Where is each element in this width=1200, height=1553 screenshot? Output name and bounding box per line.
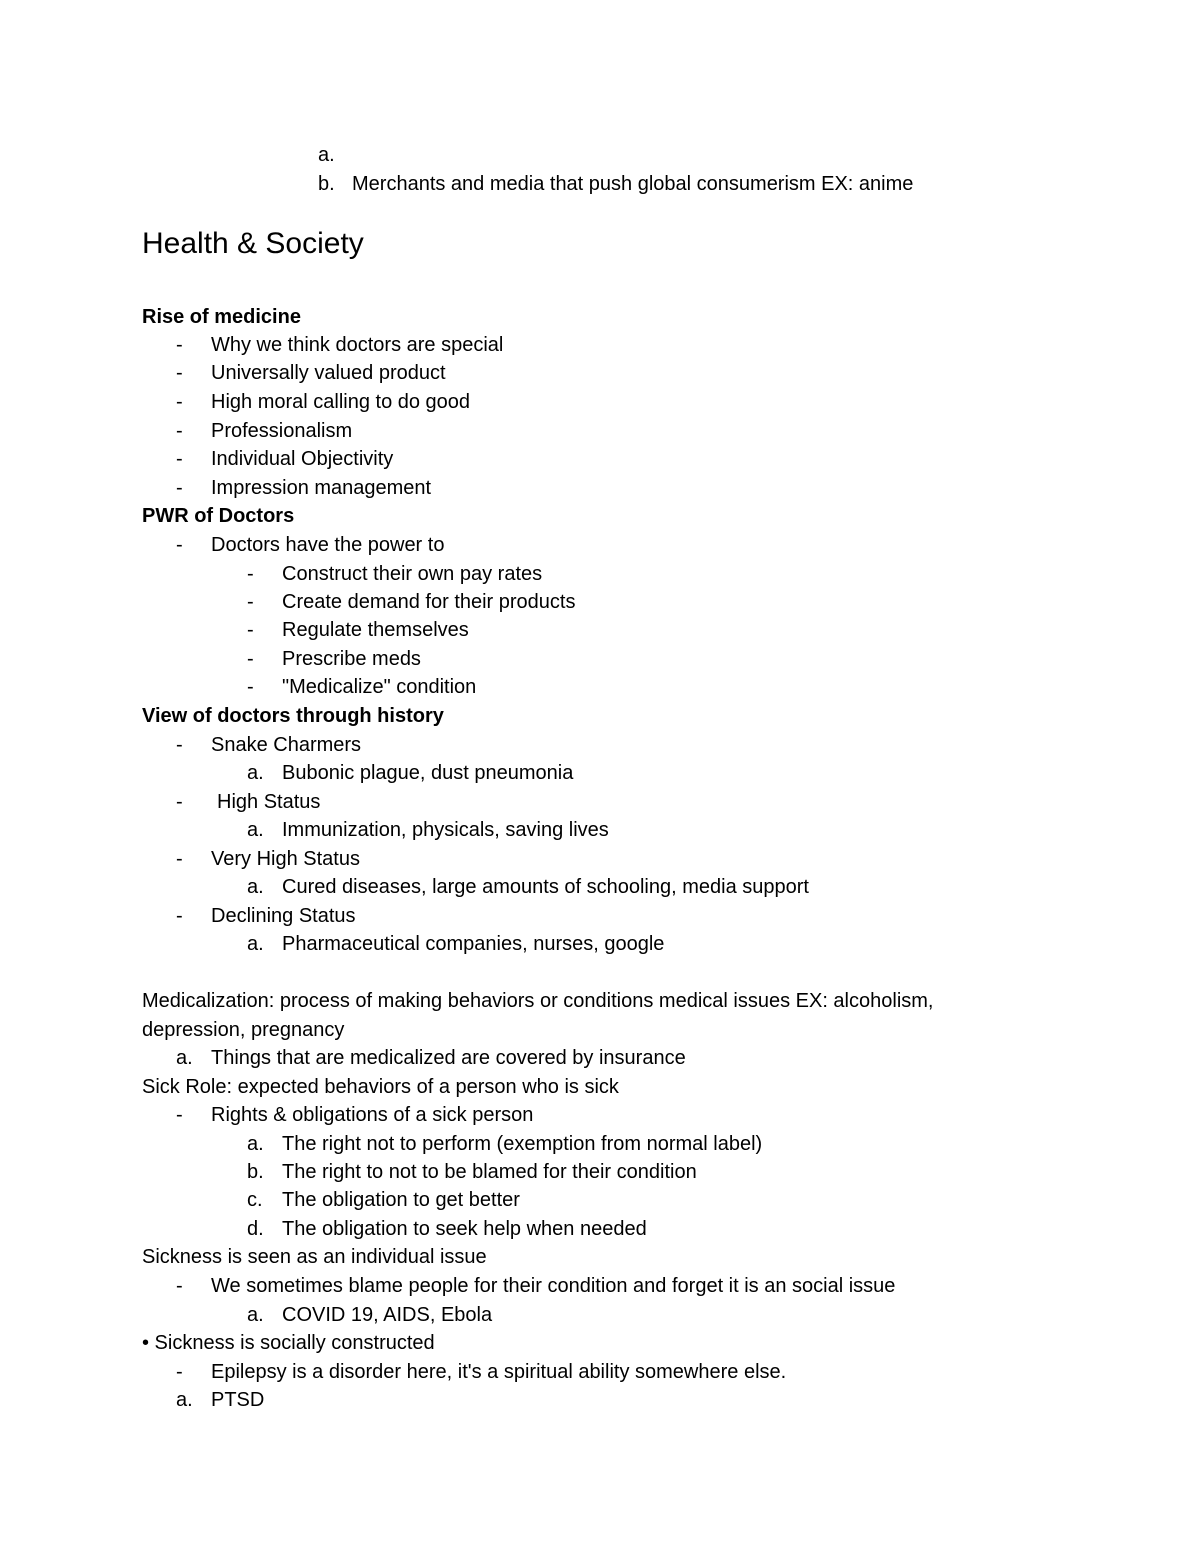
sub-list-item: Regulate themselves xyxy=(282,619,469,641)
dash-marker: - xyxy=(176,448,183,470)
paragraph-medicalization: Medicalization: process of making behaviors or conditions medical issues EX: alcoholism, xyxy=(142,990,934,1012)
list-item: We sometimes blame people for their condition and forget it is an social issue xyxy=(211,1275,896,1297)
page-title: Health & Society xyxy=(142,227,364,260)
dash-marker: - xyxy=(176,420,183,442)
sub-list-marker: c. xyxy=(247,1189,263,1211)
dash-marker: - xyxy=(176,1275,183,1297)
sub-list-item: Create demand for their products xyxy=(282,591,576,613)
list-item: Doctors have the power to xyxy=(211,534,445,556)
sub-list-item: Bubonic plague, dust pneumonia xyxy=(282,762,574,784)
dash-marker: - xyxy=(176,791,183,813)
sub-list-marker: a. xyxy=(247,933,264,955)
dash-marker: - xyxy=(176,848,183,870)
paragraph-individual-issue: Sickness is seen as an individual issue xyxy=(142,1246,487,1268)
sub-list-item: The obligation to get better xyxy=(282,1189,520,1211)
dash-marker: - xyxy=(176,1361,183,1383)
list-marker: b. xyxy=(318,173,335,195)
sub-list-item: Cured diseases, large amounts of schooling, media support xyxy=(282,876,809,898)
sub-list-marker: a. xyxy=(247,1133,264,1155)
sub-list-item: Immunization, physicals, saving lives xyxy=(282,819,609,841)
list-item: Professionalism xyxy=(211,420,353,442)
dash-marker: - xyxy=(247,591,254,613)
sub-list-item: Prescribe meds xyxy=(282,648,421,670)
list-item-text: Merchants and media that push global consumerism EX: anime xyxy=(352,173,914,195)
dash-marker: - xyxy=(176,734,183,756)
section-heading-view-of-doctors: View of doctors through history xyxy=(142,705,444,727)
list-item: Rights & obligations of a sick person xyxy=(211,1104,534,1126)
list-item: Very High Status xyxy=(211,848,360,870)
dash-marker: - xyxy=(176,362,183,384)
sub-list-item: Construct their own pay rates xyxy=(282,563,543,585)
list-item: High moral calling to do good xyxy=(211,391,471,413)
sub-list-marker: a. xyxy=(176,1047,193,1069)
sub-list-marker: a. xyxy=(247,1304,264,1326)
list-item: Things that are medicalized are covered by insurance xyxy=(211,1047,686,1069)
dash-marker: - xyxy=(176,334,183,356)
list-item: High Status xyxy=(217,791,321,813)
sub-list-marker: a. xyxy=(176,1389,193,1411)
sub-list-item: COVID 19, AIDS, Ebola xyxy=(282,1304,493,1326)
sub-list-item: The right to not to be blamed for their condition xyxy=(282,1161,697,1183)
list-item: Snake Charmers xyxy=(211,734,362,756)
list-item: Epilepsy is a disorder here, it's a spiritual ability somewhere else. xyxy=(211,1361,787,1383)
dash-marker: - xyxy=(247,648,254,670)
list-item: Why we think doctors are special xyxy=(211,334,504,356)
sub-list-item: The obligation to seek help when needed xyxy=(282,1218,647,1240)
section-heading-rise-of-medicine: Rise of medicine xyxy=(142,306,301,328)
dash-marker: - xyxy=(176,534,183,556)
sub-list-marker: d. xyxy=(247,1218,264,1240)
dash-marker: - xyxy=(176,477,183,499)
dash-marker: - xyxy=(247,619,254,641)
dash-marker: - xyxy=(176,1104,183,1126)
dash-marker: - xyxy=(247,563,254,585)
sub-list-marker: a. xyxy=(247,762,264,784)
sub-list-marker: a. xyxy=(247,876,264,898)
paragraph-socially-constructed: • Sickness is socially constructed xyxy=(142,1332,435,1354)
sub-list-marker: b. xyxy=(247,1161,264,1183)
paragraph-sick-role: Sick Role: expected behaviors of a person who is sick xyxy=(142,1076,619,1098)
dash-marker: - xyxy=(176,391,183,413)
sub-list-marker: a. xyxy=(247,819,264,841)
list-item: PTSD xyxy=(211,1389,265,1411)
list-item: Universally valued product xyxy=(211,362,446,384)
dash-marker: - xyxy=(176,905,183,927)
list-item: Declining Status xyxy=(211,905,356,927)
list-item: Impression management xyxy=(211,477,432,499)
sub-list-item: Pharmaceutical companies, nurses, google xyxy=(282,933,665,955)
section-heading-pwr-of-doctors: PWR of Doctors xyxy=(142,505,295,527)
sub-list-item: "Medicalize" condition xyxy=(282,676,477,698)
list-item: Individual Objectivity xyxy=(211,448,394,470)
paragraph-medicalization-cont: depression, pregnancy xyxy=(142,1019,345,1041)
sub-list-item: The right not to perform (exemption from normal label) xyxy=(282,1133,763,1155)
list-marker: a. xyxy=(318,144,335,166)
dash-marker: - xyxy=(247,676,254,698)
